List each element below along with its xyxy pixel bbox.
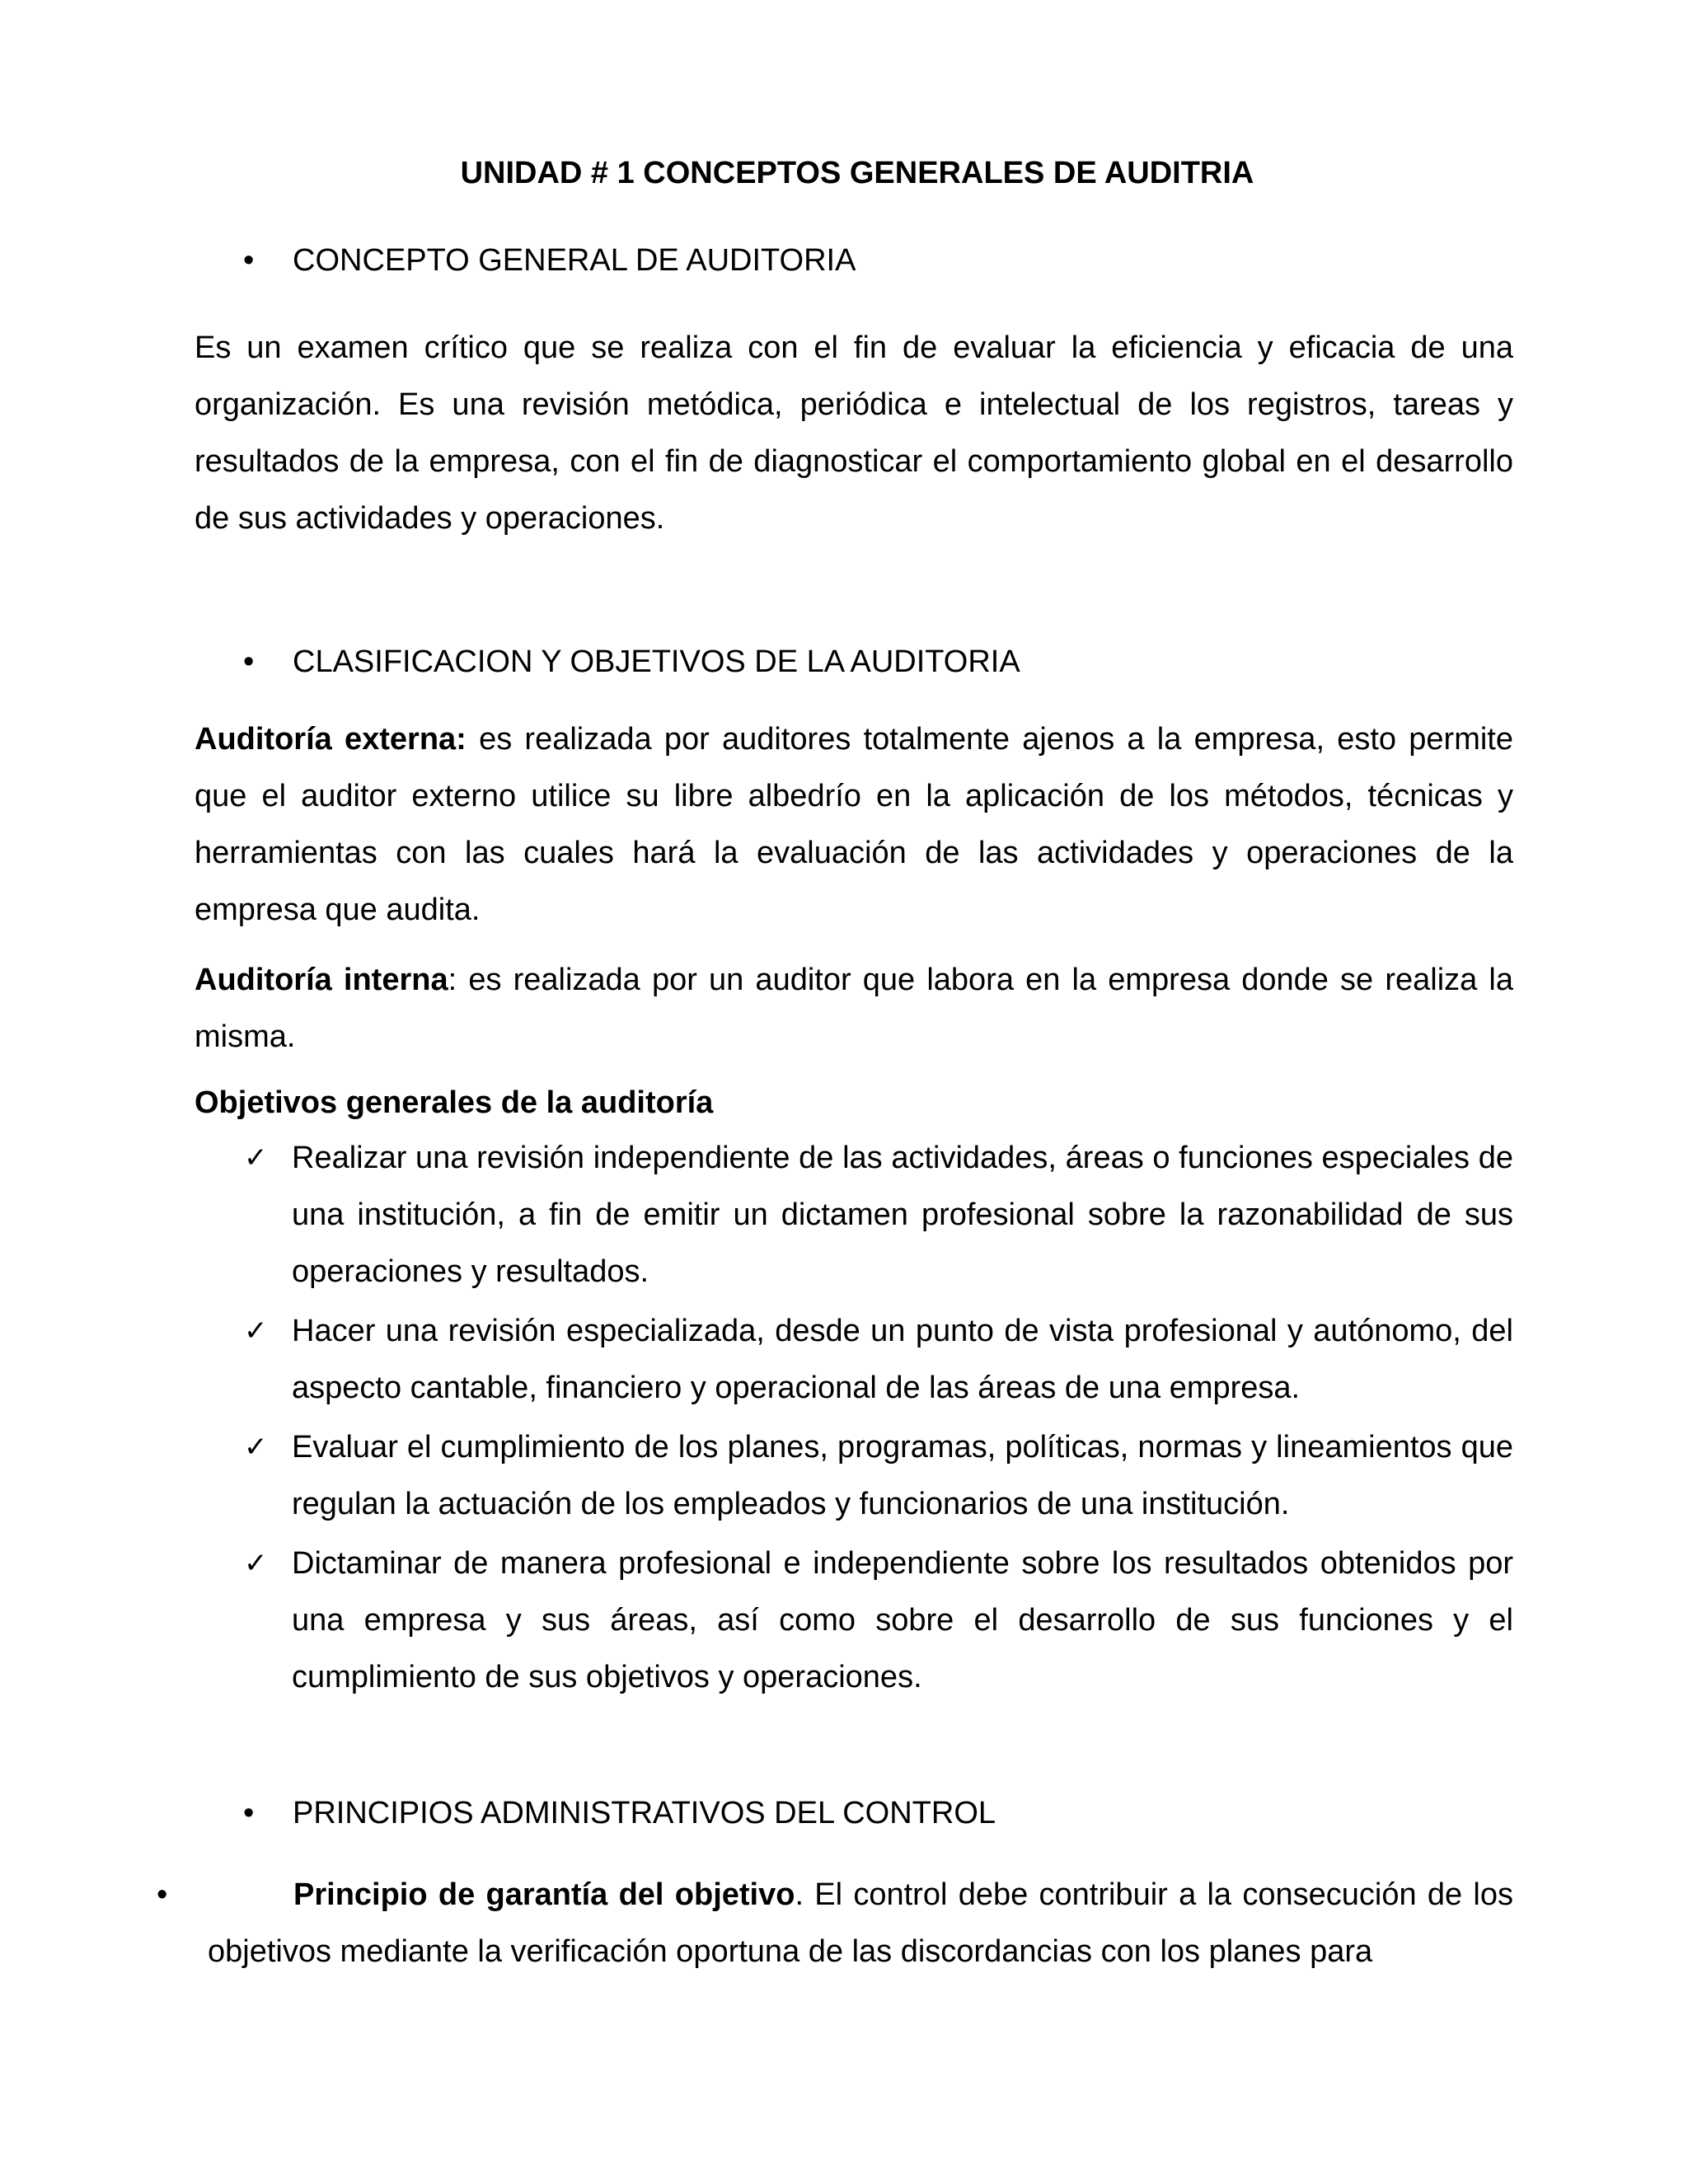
section-heading-text: CONCEPTO GENERAL DE AUDITORIA: [293, 243, 856, 278]
objective-text: Hacer una revisión especializada, desde un punto de vista profesional y autónomo, del aspecto cantable, financiero y operacional de las áreas de una empresa.: [292, 1314, 1513, 1405]
objective-text: Dictaminar de manera profesional e independiente sobre los resultados obtenidos por una empresa y sus áreas, así como sobre el desarrollo de sus funciones y el cumplimiento de sus objetivos y operaciones.: [292, 1546, 1513, 1694]
principio-label: Principio de garantía del objetivo: [293, 1877, 795, 1912]
auditoria-interna-paragraph: [195, 952, 1513, 1066]
auditoria-externa-label: Auditoría externa:: [195, 722, 467, 757]
objetivos-list: [195, 1130, 1513, 1708]
bullet-icon: •: [243, 243, 255, 278]
auditoria-interna-label: Auditoría interna: [195, 963, 448, 997]
list-item: [195, 1535, 1513, 1706]
objective-text: Realizar una revisión independiente de las actividades, áreas o funciones especiales de una institución, a fin de emitir un dictamen profesional sobre la razonabilidad de sus operaciones y resultados.: [292, 1141, 1513, 1289]
concepto-paragraph: Es un examen crítico que se realiza con el fin de evaluar la eficiencia y eficacia de una organización. Es una revisión metódica, periódica e intelectual de los registros, tareas y resultados de la empresa, con el fin de diagnosticar el comportamiento global en el desarrollo de sus actividades y operaciones.: [195, 330, 1513, 536]
bullet-icon: •: [243, 1796, 255, 1830]
checkmark-icon: ✓: [244, 1141, 268, 1174]
list-item: [195, 1303, 1513, 1417]
checkmark-icon: ✓: [244, 1547, 268, 1580]
checkmark-icon: ✓: [244, 1431, 268, 1464]
principio-text: . El control debe contribuir a la consecución de los objetivos mediante la verificación oportuna de las discordancias con los planes para: [208, 1877, 1513, 1969]
list-item: [195, 1419, 1513, 1533]
page-title: UNIDAD # 1 CONCEPTOS GENERALES DE AUDITRIA: [460, 156, 1254, 190]
objetivos-heading: Objetivos generales de la auditoría: [195, 1085, 714, 1120]
auditoria-externa-paragraph: [195, 711, 1513, 939]
auditoria-externa-text: es realizada por auditores totalmente ajenos a la empresa, esto permite que el auditor externo utilice su libre albedrío en la aplicación de los métodos, técnicas y herramientas con las cuales hará la evaluación de las actividades y operaciones de la empresa que audita.: [195, 722, 1513, 927]
section-heading-text: CLASIFICACION Y OBJETIVOS DE LA AUDITORIA: [293, 644, 1020, 679]
bullet-icon: •: [157, 1877, 168, 1912]
principio-text-block: [208, 1867, 1513, 1980]
section-heading-text: PRINCIPIOS ADMINISTRATIVOS DEL CONTROL: [293, 1796, 996, 1830]
checkmark-icon: ✓: [244, 1315, 268, 1347]
bullet-icon: •: [243, 644, 255, 679]
list-item: [195, 1130, 1513, 1301]
auditoria-interna-text: : es realizada por un auditor que labora en la empresa donde se realiza la misma.: [195, 963, 1513, 1054]
objective-text: Evaluar el cumplimiento de los planes, programas, políticas, normas y lineamientos que regulan la actuación de los empleados y funcionarios de una institución.: [292, 1430, 1513, 1521]
